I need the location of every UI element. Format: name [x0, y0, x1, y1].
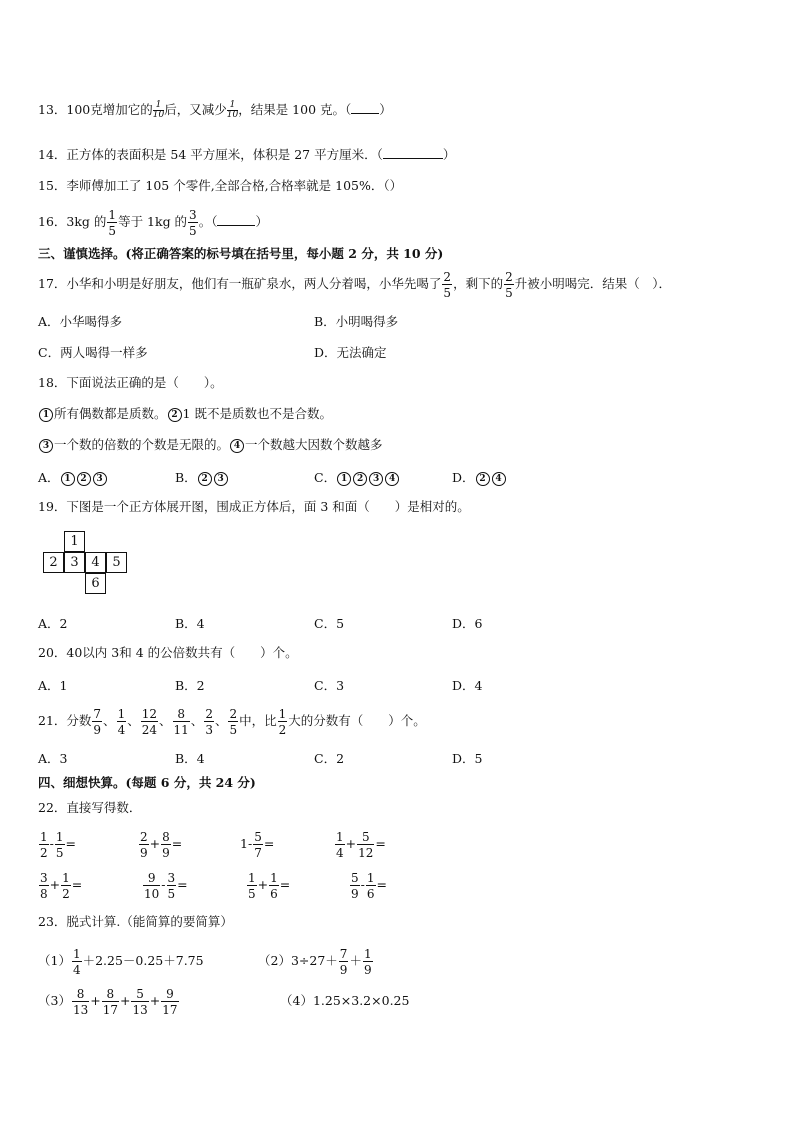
- q22-expr: 1- $\frac{5}{7}$ =: [240, 829, 275, 860]
- answer-blank[interactable]: [217, 214, 255, 226]
- cube-face: 6: [85, 573, 106, 594]
- q18-option-b[interactable]: B． 2 3: [175, 468, 229, 486]
- circled-number: 3: [39, 439, 53, 453]
- q22-expr: $\frac{9}{10}$ - $\frac{3}{5}$ =: [144, 870, 188, 901]
- q20-option-b[interactable]: B．2: [175, 678, 205, 693]
- q16: 16．3kg 的 $\frac{1}{5}$ 等于 1kg 的 $\frac{3}{5}$ 。（ ）: [38, 207, 268, 238]
- cube-face: 1: [64, 531, 85, 552]
- q20-option-a[interactable]: A．1: [38, 678, 68, 693]
- fraction: $\frac{1}{5}$: [108, 207, 117, 238]
- q18-statements-2: 3 一个数的倍数的个数是无限的。 4 一个数越大因数个数越多: [38, 437, 383, 453]
- q22-expr: $\frac{1}{4}$ + $\frac{5}{12}$ =: [336, 829, 386, 860]
- circled-number: 4: [230, 439, 244, 453]
- q21-option-b[interactable]: B．4: [175, 751, 205, 766]
- fraction: $\frac{1}{10}$: [226, 100, 239, 120]
- q15: 15．李师傅加工了 105 个零件,全部合格,合格率就是 105%．（）: [38, 178, 403, 193]
- q18-option-c[interactable]: C． 1 2 3 4: [314, 468, 400, 486]
- q22-expr: $\frac{5}{9}$ - $\frac{1}{6}$ =: [351, 870, 387, 901]
- answer-blank[interactable]: [351, 102, 379, 114]
- q18-statements-1: 1 所有偶数都是质数。 2 1 既不是质数也不是合数。: [38, 406, 332, 422]
- q19: 19．下图是一个正方体展开图，围成正方体后，面 3 和面（ ）是相对的。: [38, 499, 470, 514]
- fraction: $\frac{2}{5}$: [443, 269, 452, 300]
- q18: 18．下面说法正确的是（ ）。: [38, 375, 223, 390]
- fraction: $\frac{8}{11}$: [173, 706, 189, 737]
- q22-expr: $\frac{2}{9}$ + $\frac{8}{9}$ =: [140, 829, 183, 860]
- cube-face: 5: [106, 552, 127, 573]
- q22: 22．直接写得数．: [38, 800, 142, 815]
- fraction: $\frac{2}{5}$: [505, 269, 513, 300]
- fraction: $\frac{1}{10}$: [152, 100, 165, 120]
- q17: 17．小华和小明是好朋友，他们有一瓶矿泉水，两人分着喝，小华先喝了 $\frac{2}{5}$ ，剩下的 $\frac{2}{5}$ 升被小明喝完．结果（ ）．: [38, 269, 671, 300]
- fraction: $\frac{1}{4}$: [117, 706, 126, 737]
- q14: 14．正方体的表面积是 54 平方厘米，体积是 27 平方厘米．（ ）: [38, 147, 456, 162]
- q22-expr: $\frac{3}{8}$ + $\frac{1}{2}$ =: [40, 870, 83, 901]
- q21-option-c[interactable]: C．2: [314, 751, 345, 766]
- q18-option-d[interactable]: D． 2 4: [452, 468, 507, 486]
- circled-number: 1: [39, 408, 53, 422]
- q23-part-4: （4）1.25×3.2×0.25: [280, 993, 410, 1008]
- q17-option-c[interactable]: C．两人喝得一样多: [38, 345, 148, 360]
- q13: 13．100克增加它的 $\frac{1}{10}$ 后，又减少 $\frac{1}{10}$ ，结果是 100 克。（ ）: [38, 100, 392, 120]
- q19-option-b[interactable]: B．4: [175, 616, 205, 631]
- fraction: $\frac{1}{2}$: [278, 706, 287, 737]
- q19-option-a[interactable]: A．2: [38, 616, 68, 631]
- q19-option-d[interactable]: D．6: [452, 616, 483, 631]
- q21-option-a[interactable]: A．3: [38, 751, 68, 766]
- fraction: $\frac{12}{24}$: [141, 706, 157, 737]
- q21: 21．分数 $\frac{7}{9}$ 、 $\frac{1}{4}$ 、 $\frac{12}{24}$ 、 $\frac{8}{11}$ 、 $\frac{2}{3}$ 、 $\frac{2}{5}$ 中，比 $\frac{1}{2}$ 大的分数有（ ）个。: [38, 706, 426, 737]
- q21-option-d[interactable]: D．5: [452, 751, 483, 766]
- q23-part-3: （3） $\frac{8}{13}$ + $\frac{8}{17}$ + $\frac{5}{13}$ + $\frac{9}{17}$: [38, 986, 178, 1017]
- section-3-title: 三、谨慎选择。(将正确答案的标号填在括号里，每小题 2 分，共 10 分): [38, 246, 444, 261]
- fraction: $\frac{3}{5}$: [189, 207, 197, 238]
- answer-blank[interactable]: [383, 147, 443, 159]
- q22-expr: $\frac{1}{5}$ + $\frac{1}{6}$ =: [248, 870, 291, 901]
- cube-face: 2: [43, 552, 64, 573]
- q20: 20．40以内 3和 4 的公倍数共有（ ）个。: [38, 645, 298, 660]
- fraction: $\frac{2}{5}$: [229, 706, 238, 737]
- q23-part-2: （2）3÷27＋ $\frac{7}{9}$ ＋ $\frac{1}{9}$: [258, 946, 372, 977]
- q19-option-c[interactable]: C．5: [314, 616, 345, 631]
- section-4-title: 四、细想快算。(每题 6 分，共 24 分): [38, 775, 256, 790]
- fraction: $\frac{2}{3}$: [205, 706, 213, 737]
- fraction: $\frac{7}{9}$: [93, 706, 102, 737]
- q20-option-d[interactable]: D．4: [452, 678, 483, 693]
- q23-part-1: （1） $\frac{1}{4}$ ＋2.25－0.25＋7.75: [38, 946, 204, 977]
- q17-option-d[interactable]: D．无法确定: [314, 345, 387, 360]
- q17-option-a[interactable]: A．小华喝得多: [38, 314, 123, 329]
- q17-option-b[interactable]: B．小明喝得多: [314, 314, 399, 329]
- q23: 23．脱式计算.（能简算的要简算）: [38, 914, 233, 929]
- circled-number: 2: [168, 408, 182, 422]
- cube-face: 3: [64, 552, 85, 573]
- q20-option-c[interactable]: C．3: [314, 678, 345, 693]
- q22-expr: $\frac{1}{2}$ - $\frac{1}{5}$ =: [40, 829, 76, 860]
- cube-face: 4: [85, 552, 106, 573]
- q18-option-a[interactable]: A． 1 2 3: [38, 468, 108, 486]
